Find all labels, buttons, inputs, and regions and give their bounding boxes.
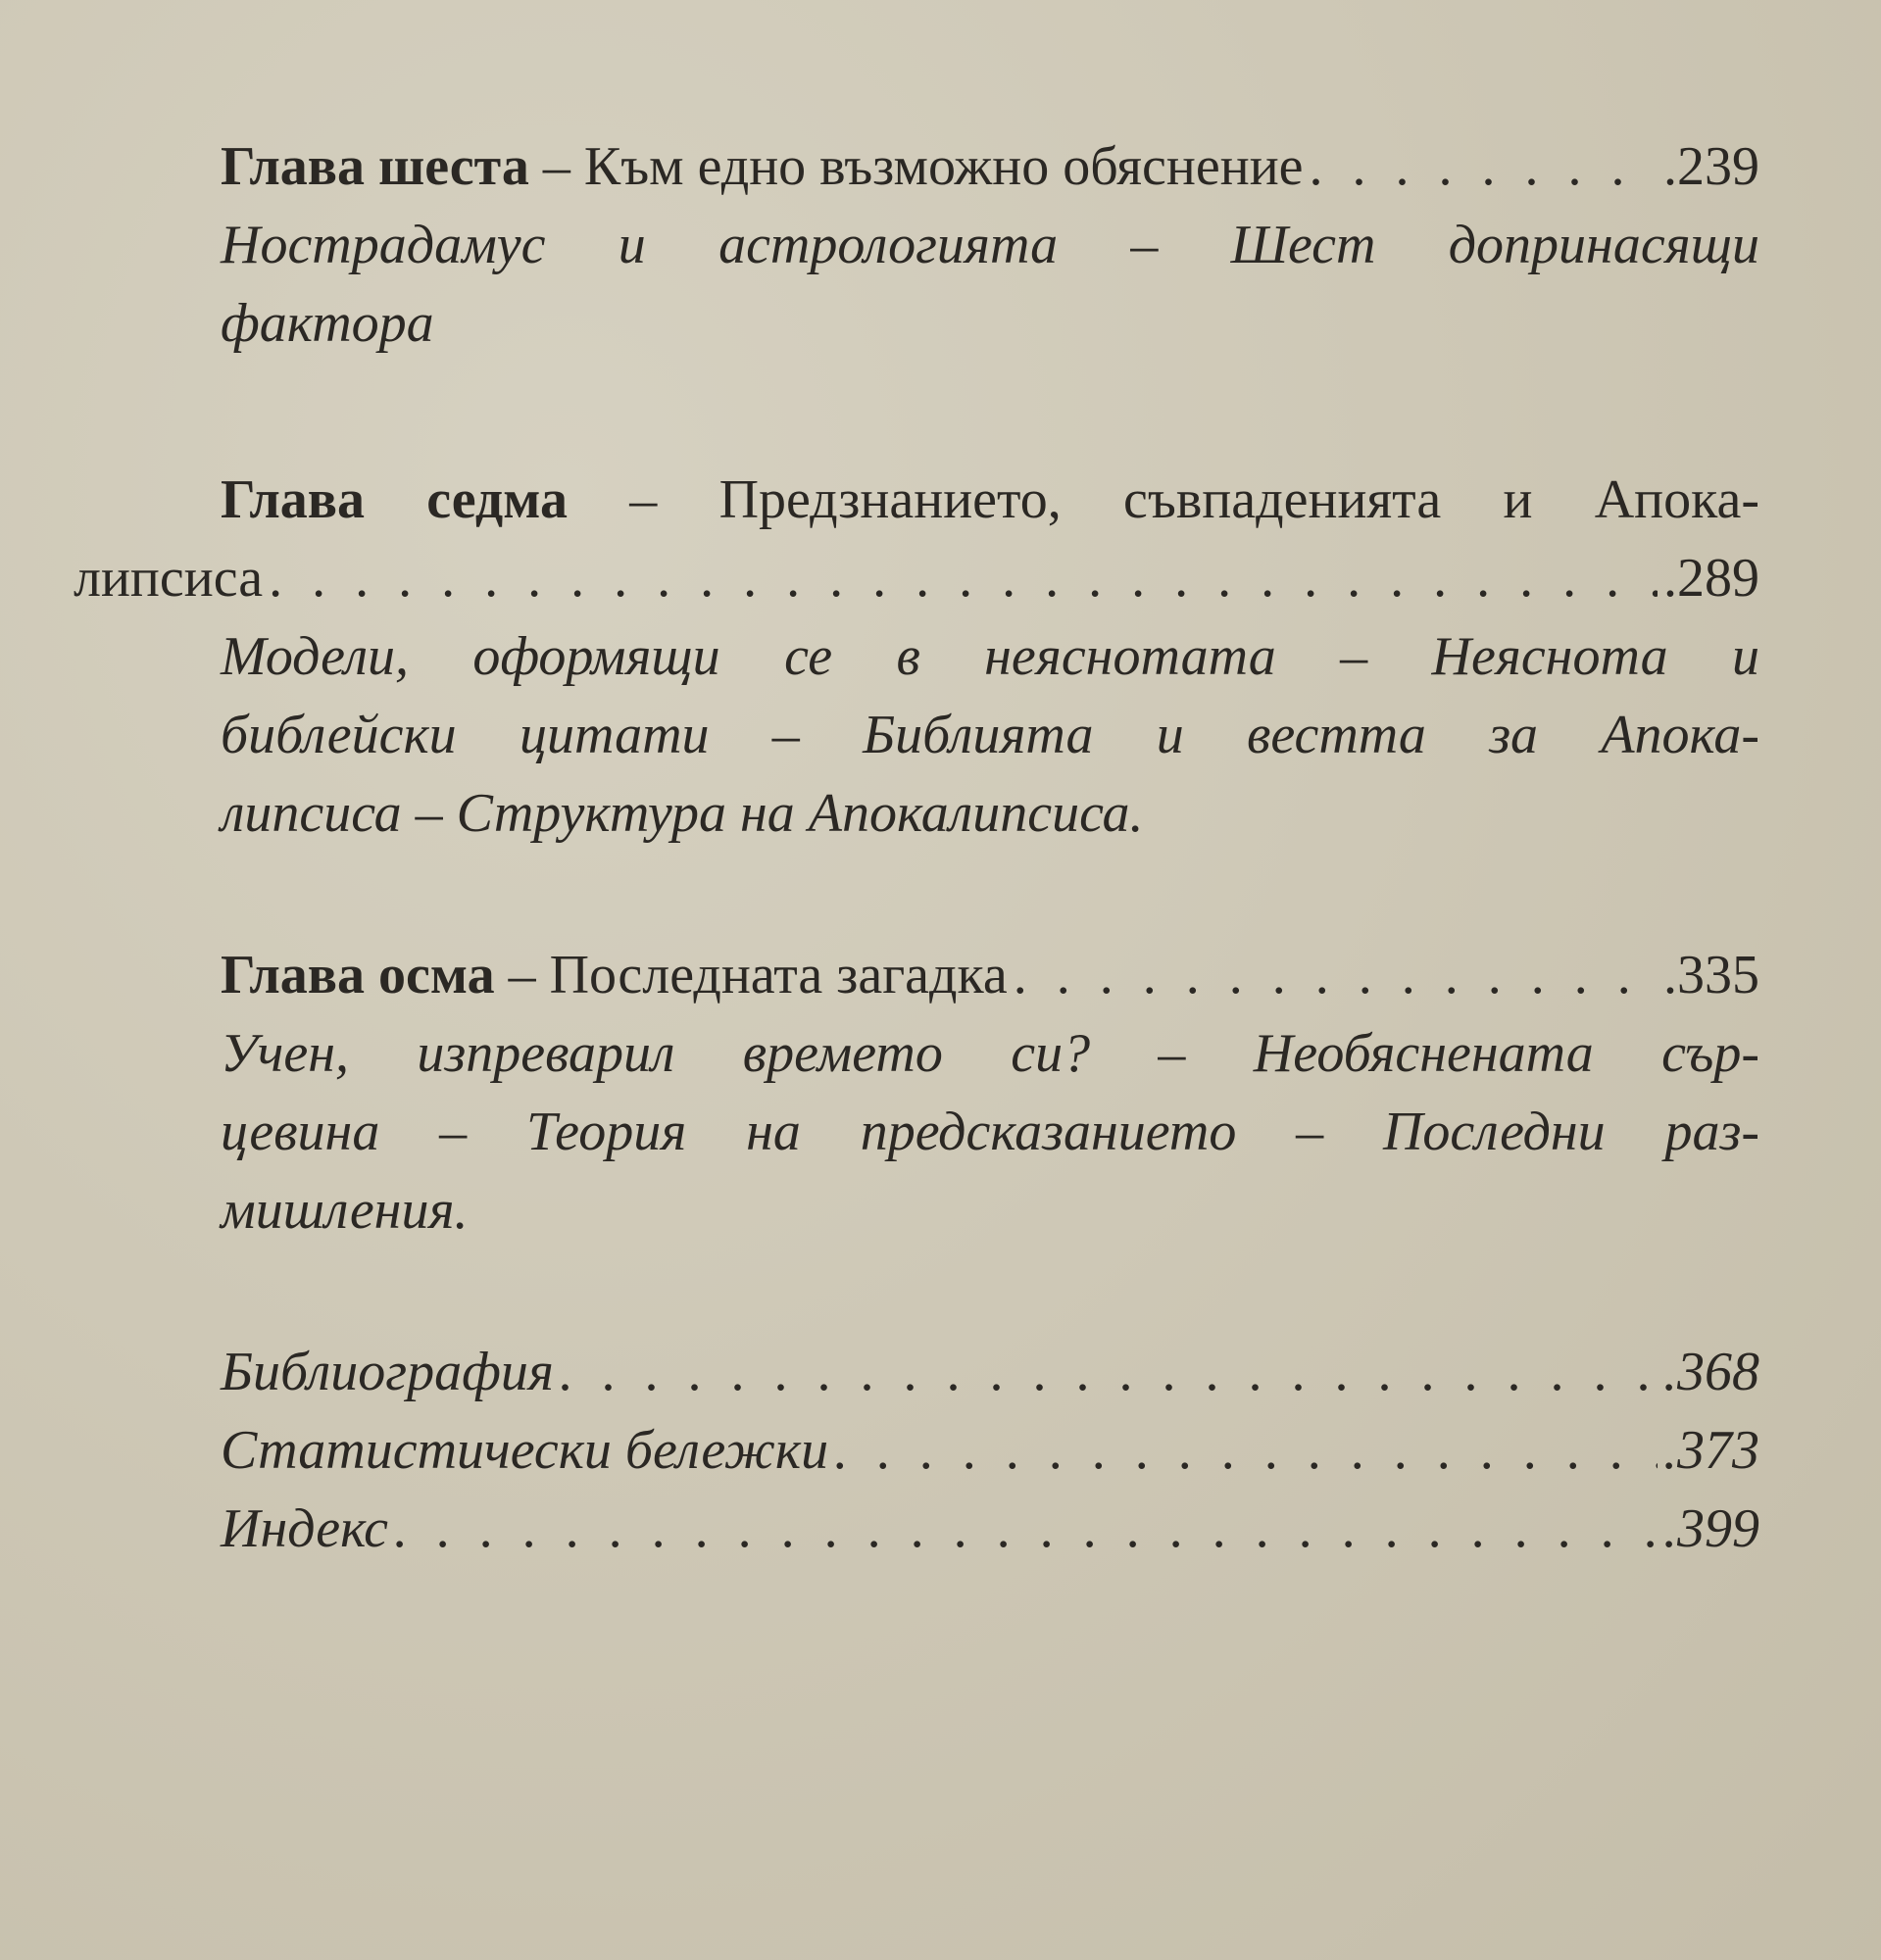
dot-leader	[269, 539, 1658, 617]
chapter-8-desc-line-1: Учен, изпреварил времето си? – Необяснената сър-	[221, 1023, 1759, 1084]
statistical-notes-page: .373	[1663, 1420, 1759, 1481]
toc-entry-bibliography	[221, 1333, 1759, 1411]
dot-leader	[1310, 127, 1658, 206]
toc-entry-chapter-8	[221, 936, 1759, 1250]
chapter-8-title: Последната загадка	[549, 945, 1008, 1005]
chapter-8-page: .335	[1663, 945, 1759, 1005]
toc-entry-statistical-notes	[221, 1411, 1759, 1490]
chapter-8-label: Глава осма	[221, 945, 495, 1005]
bibliography-label: Библиография	[221, 1342, 554, 1402]
chapter-7-label: Глава седма	[221, 469, 568, 530]
toc-entry-index	[221, 1490, 1759, 1568]
chapter-8-separator: –	[494, 945, 550, 1005]
dot-leader	[560, 1333, 1658, 1411]
chapter-8-heading	[221, 936, 1759, 1014]
chapter-7-desc-line-1: Модели, оформящи се в неяснотата – Неяснота и	[221, 626, 1759, 687]
chapter-6-desc-line-2: фактора	[221, 293, 434, 354]
chapter-8-desc-line-3: мишления.	[221, 1180, 469, 1241]
chapter-6-title: Към едно възможно обяснение	[583, 136, 1304, 197]
toc-entry-chapter-7	[74, 461, 1759, 853]
toc-back-matter	[221, 1333, 1759, 1568]
chapter-7-desc-line-2: библейски цитати – Библията и вестта за Апока-	[221, 705, 1759, 765]
statistical-notes-label: Статистически бележки	[221, 1420, 829, 1481]
chapter-6-label: Глава шеста	[221, 136, 529, 197]
toc-entry-chapter-6	[221, 127, 1759, 363]
chapter-6-heading	[221, 127, 1759, 206]
bibliography-page: .368	[1663, 1342, 1759, 1402]
chapter-6-page: .239	[1663, 136, 1759, 197]
chapter-7-separator: –	[568, 469, 719, 530]
chapter-7-heading-line-2	[74, 539, 1759, 617]
chapter-7-page: .289	[1663, 548, 1759, 609]
chapter-6-desc-line-1: Нострадамус и астрологията – Шест допринасящи	[221, 215, 1759, 275]
chapter-7-desc-line-3: липсиса – Структура на Апокалипсиса.	[221, 783, 1144, 844]
chapter-8-desc-line-2: цевина – Теория на предсказанието – Последни раз-	[221, 1102, 1759, 1162]
chapter-6-separator: –	[528, 136, 584, 197]
chapter-7-title-line-1: Предзнанието, съвпаденията и Апока-	[718, 469, 1759, 530]
chapter-7-heading-line-1	[221, 461, 1759, 539]
index-label: Индекс	[221, 1498, 389, 1559]
dot-leader	[394, 1490, 1658, 1568]
index-page: .399	[1663, 1498, 1759, 1559]
dot-leader	[1014, 936, 1658, 1014]
chapter-7-title-line-2: липсиса	[74, 548, 264, 609]
dot-leader	[834, 1411, 1658, 1490]
